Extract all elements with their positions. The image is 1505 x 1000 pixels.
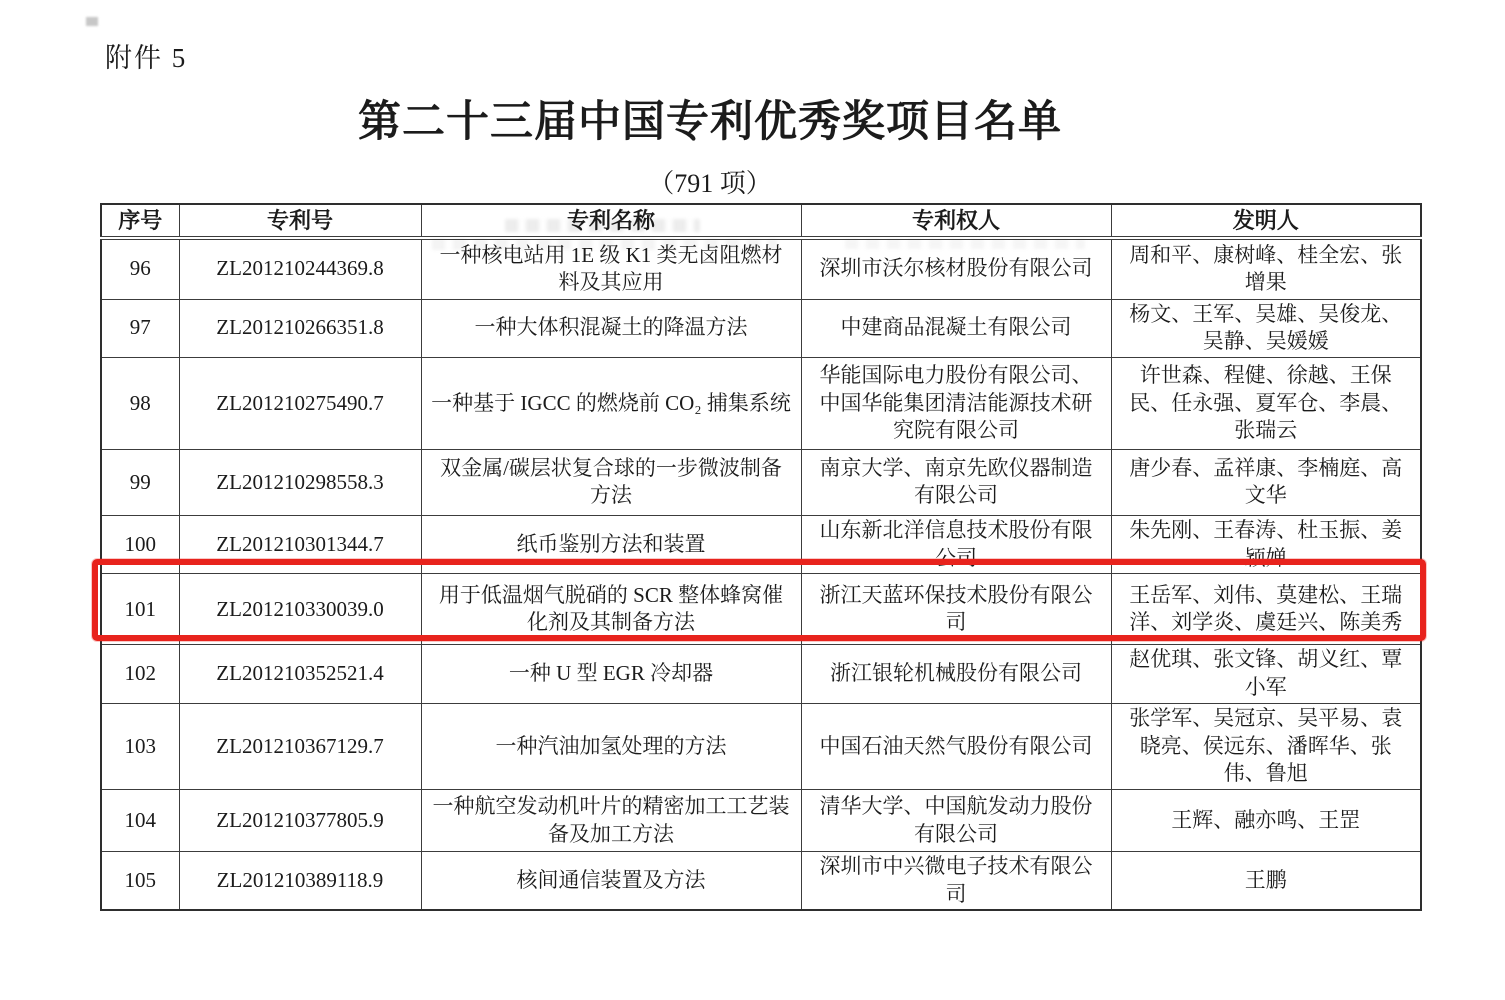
table-row <box>101 515 1421 573</box>
table-row <box>101 790 1421 852</box>
patent-award-table <box>100 203 1422 911</box>
cell-inventors: 唐少春、孟祥康、李楠庭、高文华 <box>1111 449 1421 515</box>
table-row <box>101 852 1421 911</box>
cell-no: 98 <box>101 357 179 449</box>
cell-owner: 华能国际电力股份有限公司、中国华能集团清洁能源技术研究院有限公司 <box>801 357 1111 449</box>
scan-speck <box>86 17 98 26</box>
table-row <box>101 238 1421 299</box>
cell-inventors: 王辉、融亦鸣、王罡 <box>1111 790 1421 852</box>
cell-patent-name: 一种大体积混凝土的降温方法 <box>421 299 801 357</box>
table-header-row <box>101 204 1421 238</box>
cell-no: 100 <box>101 515 179 573</box>
header-cell-patent-no: 专利号 <box>179 204 421 238</box>
cell-patent-name: 双金属/碳层状复合球的一步微波制备方法 <box>421 449 801 515</box>
cell-patent-name: 一种 U 型 EGR 冷却器 <box>421 645 801 703</box>
cell-no: 104 <box>101 790 179 852</box>
table-row <box>101 357 1421 449</box>
table-row <box>101 449 1421 515</box>
cell-patent-name: 一种航空发动机叶片的精密加工工艺装备及加工方法 <box>421 790 801 852</box>
cell-patent-no: ZL201210330039.0 <box>179 574 421 645</box>
cell-no: 102 <box>101 645 179 703</box>
cell-patent-name: 核间通信装置及方法 <box>421 852 801 911</box>
cell-inventors: 杨文、王军、吴雄、吴俊龙、吴静、吴媛媛 <box>1111 299 1421 357</box>
cell-owner: 清华大学、中国航发动力股份有限公司 <box>801 790 1111 852</box>
cell-patent-no: ZL201210367129.7 <box>179 703 421 789</box>
cell-inventors: 王鹏 <box>1111 852 1421 911</box>
cell-no: 97 <box>101 299 179 357</box>
header-cell-no: 序号 <box>101 204 179 238</box>
cell-no: 96 <box>101 238 179 299</box>
cell-patent-name: 纸币鉴别方法和装置 <box>421 515 801 573</box>
cell-patent-no: ZL201210266351.8 <box>179 299 421 357</box>
cell-owner: 中国石油天然气股份有限公司 <box>801 703 1111 789</box>
cell-no: 101 <box>101 574 179 645</box>
cell-patent-no: ZL201210352521.4 <box>179 645 421 703</box>
cell-owner: 深圳市沃尔核材股份有限公司 <box>801 238 1111 299</box>
header-cell-inventors: 发明人 <box>1111 204 1421 238</box>
cell-patent-name: 一种基于 IGCC 的燃烧前 CO₂ 捕集系统 <box>421 357 801 449</box>
item-count-subtitle: （791 项） <box>648 169 772 198</box>
cell-inventors: 王岳军、刘伟、莫建松、王瑞洋、刘学炎、虞廷兴、陈美秀 <box>1111 574 1421 645</box>
cell-inventors: 许世森、程健、徐越、王保民、任永强、夏军仓、李晨、张瑞云 <box>1111 357 1421 449</box>
cell-no: 103 <box>101 703 179 789</box>
cell-inventors: 张学军、吴冠京、吴平易、袁晓亮、侯远东、潘晖华、张伟、鲁旭 <box>1111 703 1421 789</box>
cell-owner: 浙江天蓝环保技术股份有限公司 <box>801 574 1111 645</box>
cell-patent-name: 一种核电站用 1E 级 K1 类无卤阻燃材料及其应用 <box>421 238 801 299</box>
cell-patent-no: ZL201210298558.3 <box>179 449 421 515</box>
table-row-highlighted <box>101 574 1421 645</box>
cell-patent-no: ZL201210377805.9 <box>179 790 421 852</box>
cell-owner: 南京大学、南京先欧仪器制造有限公司 <box>801 449 1111 515</box>
cell-owner: 中建商品混凝土有限公司 <box>801 299 1111 357</box>
cell-inventors: 周和平、康树峰、桂全宏、张增果 <box>1111 238 1421 299</box>
table-row <box>101 703 1421 789</box>
cell-inventors: 赵优琪、张文锋、胡义红、覃小军 <box>1111 645 1421 703</box>
header-cell-owner: 专利权人 <box>801 204 1111 238</box>
cell-patent-no: ZL201210244369.8 <box>179 238 421 299</box>
cell-owner: 深圳市中兴微电子技术有限公司 <box>801 852 1111 911</box>
table-row <box>101 645 1421 703</box>
cell-owner: 浙江银轮机械股份有限公司 <box>801 645 1111 703</box>
cell-patent-no: ZL201210301344.7 <box>179 515 421 573</box>
header-cell-patent-name: 专利名称 <box>421 204 801 238</box>
cell-patent-name: 一种汽油加氢处理的方法 <box>421 703 801 789</box>
attachment-label: 附件 5 <box>105 43 188 73</box>
cell-patent-name: 用于低温烟气脱硝的 SCR 整体蜂窝催化剂及其制备方法 <box>421 574 801 645</box>
cell-patent-no: ZL201210389118.9 <box>179 852 421 911</box>
cell-owner: 山东新北洋信息技术股份有限公司 <box>801 515 1111 573</box>
cell-inventors: 朱先刚、王春涛、杜玉振、姜颖婵 <box>1111 515 1421 573</box>
cell-no: 99 <box>101 449 179 515</box>
page-title: 第二十三届中国专利优秀奖项目名单 <box>358 99 1062 146</box>
cell-patent-no: ZL201210275490.7 <box>179 357 421 449</box>
cell-no: 105 <box>101 852 179 911</box>
table-row <box>101 299 1421 357</box>
